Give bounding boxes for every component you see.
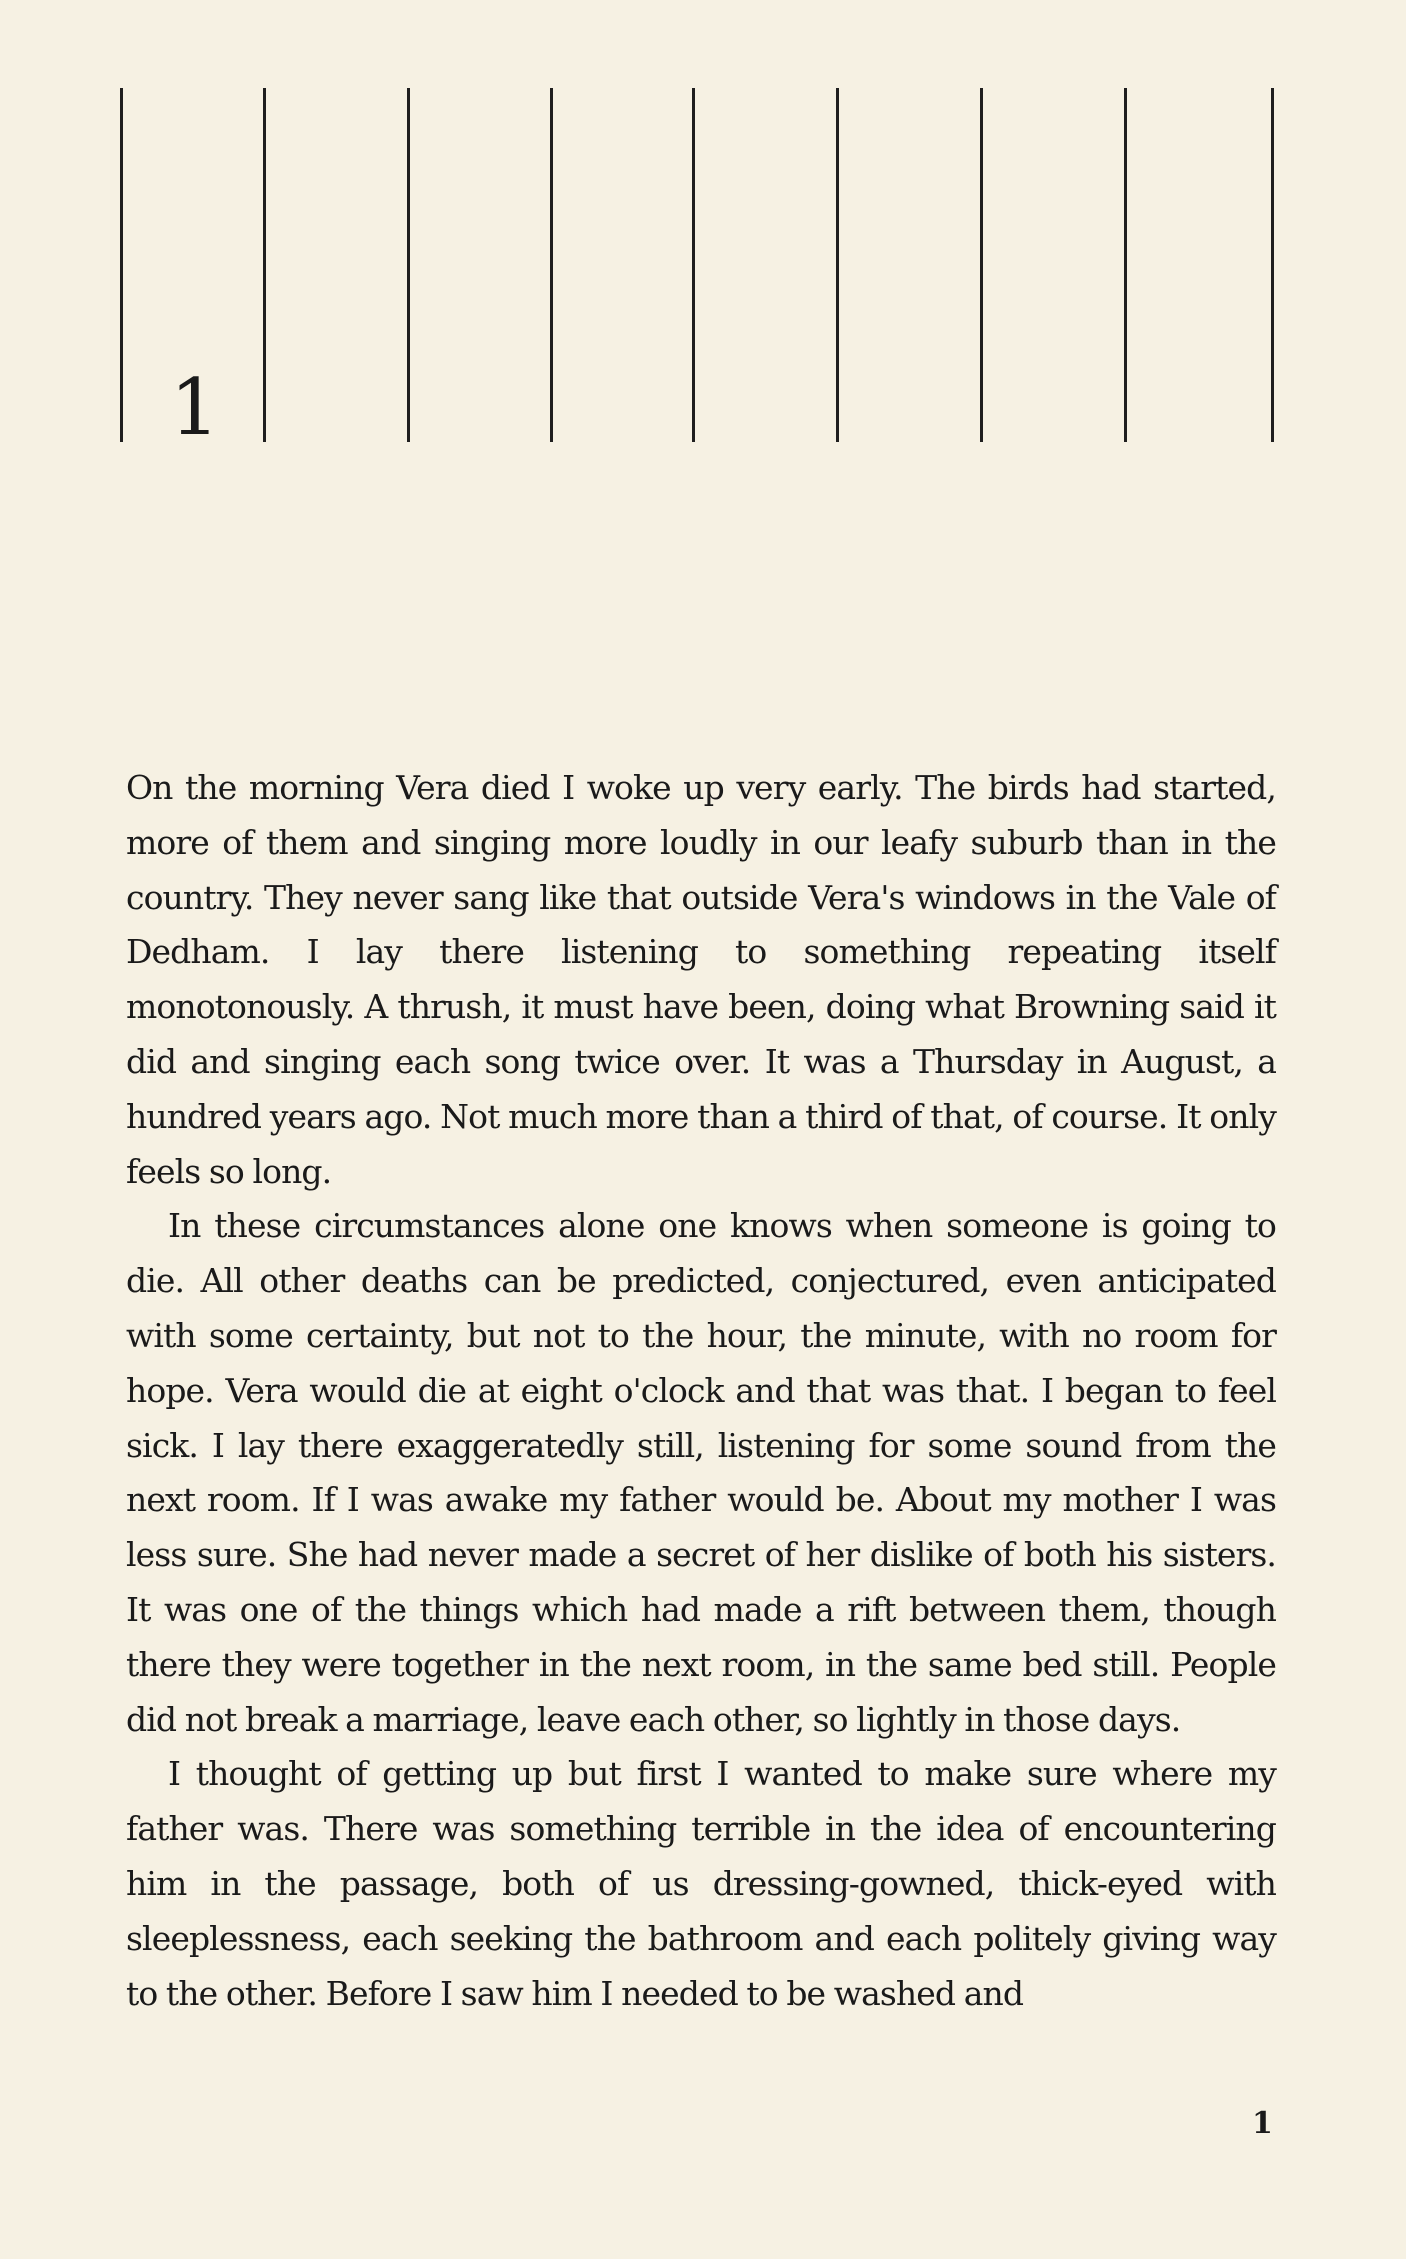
vertical-rule [980, 88, 983, 442]
vertical-rule [550, 88, 553, 442]
paragraph: On the morning Vera died I woke up very early. The birds had started, more of them and singing more loudly in our leafy suburb than in the country. They never sang like that outside Vera's windows in the Vale of Dedham. I lay there listening to something repeating itself monotonously. A thrush, it must have been, doing what Browning said it did and singing each song twice over. It was a Thursday in August, a hundred years ago. Not much more than a third of that, of course. It only feels so long. [126, 768, 1276, 1191]
vertical-rule [692, 88, 695, 442]
vertical-rule [407, 88, 410, 442]
vertical-rule [263, 88, 266, 442]
vertical-rule [120, 88, 123, 442]
body-text [126, 761, 1276, 2021]
paragraph: In these circumstances alone one knows when someone is going to die. All other deaths can be predicted, conjectured, even anticipated with some certainty, but not to the hour, the minute, with no room for hope. Vera would die at eight o'clock and that was that. I began to feel sick. I lay there exaggeratedly still, listening for some sound from the next room. If I was awake my father would be. About my mother I was less sure. She had never made a secret of her dislike of both his sisters. It was one of the things which had made a rift between them, though there they were together in the next room, in the same bed still. People did not break a marriage, leave each other, so lightly in those days. [126, 1206, 1276, 1739]
chapter-opener-rules [120, 88, 1280, 442]
vertical-rule [1124, 88, 1127, 442]
vertical-rule [836, 88, 839, 442]
page-number: 1 [1252, 2106, 1273, 2141]
vertical-rule [1271, 88, 1274, 442]
paragraph: I thought of getting up but first I wanted to make sure where my father was. There was something terrible in the idea of encountering him in the passage, both of us dressing-gowned, thick-eyed with sleeplessness, each seeking the bathroom and each politely giving way to the other. Before I saw him I needed to be washed and [126, 1754, 1276, 2013]
chapter-number: 1 [170, 363, 220, 453]
